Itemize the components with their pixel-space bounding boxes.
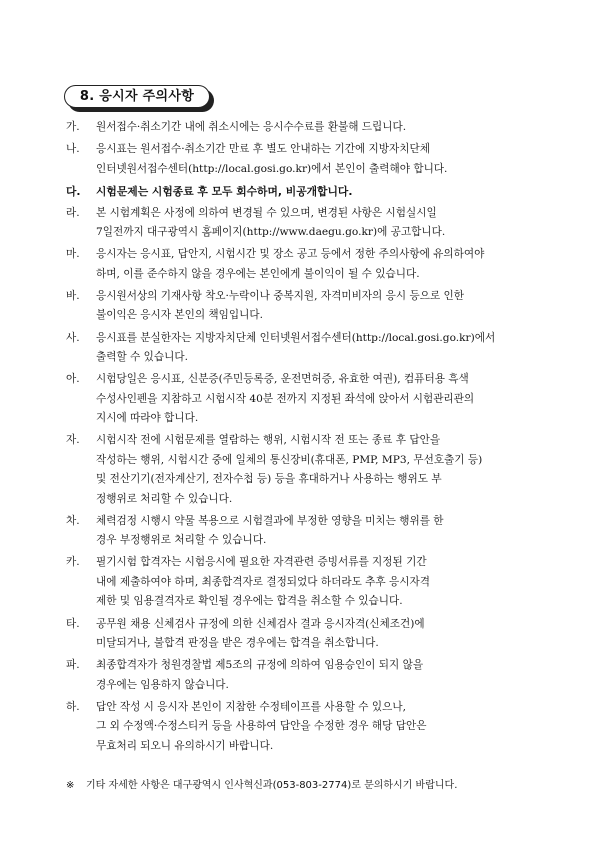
notice-item xyxy=(66,287,556,326)
item-number: 차. xyxy=(66,514,80,527)
item-text-line: 지시에 따라야 합니다. xyxy=(96,412,199,425)
item-text-line: 응시원서상의 기재사항 착오·누락이나 중복지원, 자격미비자의 응시 등으로 인한 xyxy=(96,289,465,302)
item-number: 가. xyxy=(66,121,80,133)
item-text-line: 수성사인펜을 지참하고 시험시작 40분 전까지 지정된 좌석에 앉아서 시험관리관의 xyxy=(96,392,475,405)
notice-item xyxy=(66,245,556,284)
notice-item xyxy=(66,656,556,695)
item-text-line: 답안 작성 시 응시자 본인이 지참한 수정테이프를 사용할 수 있으나, xyxy=(96,700,406,713)
item-text-line: 원서접수·취소기간 내에 취소시에는 응시수수료를 환불해 드립니다. xyxy=(96,121,407,133)
item-number: 아. xyxy=(66,373,80,386)
notice-item xyxy=(66,329,556,368)
item-number: 자. xyxy=(66,434,80,447)
item-number: 나. xyxy=(66,143,80,156)
item-number: 라. xyxy=(66,206,80,219)
item-text-line: 하며, 이를 준수하지 않을 경우에는 본인에게 불이익이 될 수 있습니다. xyxy=(96,267,420,280)
notice-item xyxy=(66,512,556,551)
item-number: 카. xyxy=(66,556,80,569)
item-text-line: 시험문제는 시험종료 후 모두 회수하며, 비공개합니다. xyxy=(96,184,353,198)
notice-item xyxy=(66,553,556,612)
item-text-line: 인터넷원서접수센터(http://local.gosi.go.kr)에서 본인이 출력해야 합니다. xyxy=(96,162,448,175)
section-title: 8. 응시자 주의사항 xyxy=(64,85,210,108)
item-text-line: 응시표를 분실한자는 지방자치단체 인터넷원서접수센터(http://local.gosi.go.kr)에서 xyxy=(96,331,496,344)
section-heading xyxy=(64,85,214,112)
item-text-line: 출력할 수 있습니다. xyxy=(96,351,188,364)
item-number: 파. xyxy=(66,659,80,672)
item-text-line: 그 외 수정액·수정스티커 등을 사용하여 답안을 수정한 경우 해당 답안은 xyxy=(96,720,427,733)
notice-item xyxy=(66,204,556,243)
item-text-line: 경우 부정행위로 처리할 수 있습니다. xyxy=(96,534,267,547)
item-text-line: 무효처리 되오니 유의하시기 바랍니다. xyxy=(96,739,274,752)
item-text-line: 체력검정 시행시 약물 복용으로 시험결과에 부정한 영향을 미치는 행위를 한 xyxy=(96,514,444,527)
item-number: 다. xyxy=(66,184,81,198)
item-number: 하. xyxy=(66,700,80,713)
notice-item xyxy=(66,431,556,509)
notice-item xyxy=(66,698,556,757)
item-text-line: 및 전산기기(전자계산기, 전자수첩 등) 등을 휴대하거나 사용하는 행위도 부 xyxy=(96,473,442,486)
notice-item xyxy=(66,182,556,202)
notice-item xyxy=(66,118,556,138)
item-text-line: 공무원 채용 신체검사 규정에 의한 신체검사 결과 응시자격(신체조건)에 xyxy=(96,617,425,630)
item-number: 바. xyxy=(66,289,80,302)
item-number: 사. xyxy=(66,331,80,344)
item-text-line: 본 시험계획은 사정에 의하여 변경될 수 있으며, 변경된 사항은 시험실시일 xyxy=(96,206,437,219)
notice-item xyxy=(66,140,556,179)
item-text-line: 제한 및 임용결격자로 확인될 경우에는 합격을 취소할 수 있습니다. xyxy=(96,595,403,608)
item-text-line: 경우에는 임용하지 않습니다. xyxy=(96,678,229,691)
notice-list xyxy=(66,118,556,759)
item-text-line: 내에 제출하여야 하며, 최종합격자로 결정되었다 하더라도 추후 응시자격 xyxy=(96,575,430,588)
item-number: 타. xyxy=(66,617,80,630)
item-text-line: 작성하는 행위, 시험시간 중에 일체의 통신장비(휴대폰, PMP, MP3, 무선호출기 등) xyxy=(96,453,483,466)
item-text-line: 7일전까지 대구광역시 홈페이지(http://www.daegu.go.kr)에 공고합니다. xyxy=(96,226,446,239)
item-text-line: 최종합격자가 청원경찰법 제5조의 규정에 의하여 임용승인이 되지 않을 xyxy=(96,659,424,672)
item-text-line: 정행위로 처리할 수 있습니다. xyxy=(96,492,233,505)
item-text-line: 응시표는 원서접수·취소기간 만료 후 별도 안내하는 기간에 지방자치단체 xyxy=(96,143,430,156)
item-text-line: 불이익은 응시자 본인의 책임입니다. xyxy=(96,309,263,322)
note-text: 기타 자세한 사항은 대구광역시 인사혁신과(053-803-2774)로 문의하시기 바랍니다. xyxy=(86,780,458,791)
footer-note xyxy=(66,778,556,794)
notice-item xyxy=(66,615,556,654)
item-text-line: 미달되거나, 불합격 판정을 받은 경우에는 합격을 취소합니다. xyxy=(96,637,379,650)
notice-item xyxy=(66,370,556,429)
item-text-line: 시험당일은 응시표, 신분증(주민등록증, 운전면허증, 유효한 여권), 컴퓨터용 흑색 xyxy=(96,373,469,386)
item-number: 마. xyxy=(66,248,80,261)
item-text-line: 필기시험 합격자는 시험응시에 필요한 자격관련 증빙서류를 지정된 기간 xyxy=(96,556,427,569)
item-text-line: 시험시작 전에 시험문제를 열람하는 행위, 시험시작 전 또는 종료 후 답안을 xyxy=(96,434,441,447)
item-text-line: 응시자는 응시표, 답안지, 시험시간 및 장소 공고 등에서 정한 주의사항에 유의하여야 xyxy=(96,248,485,261)
note-mark: ※ xyxy=(66,780,75,791)
